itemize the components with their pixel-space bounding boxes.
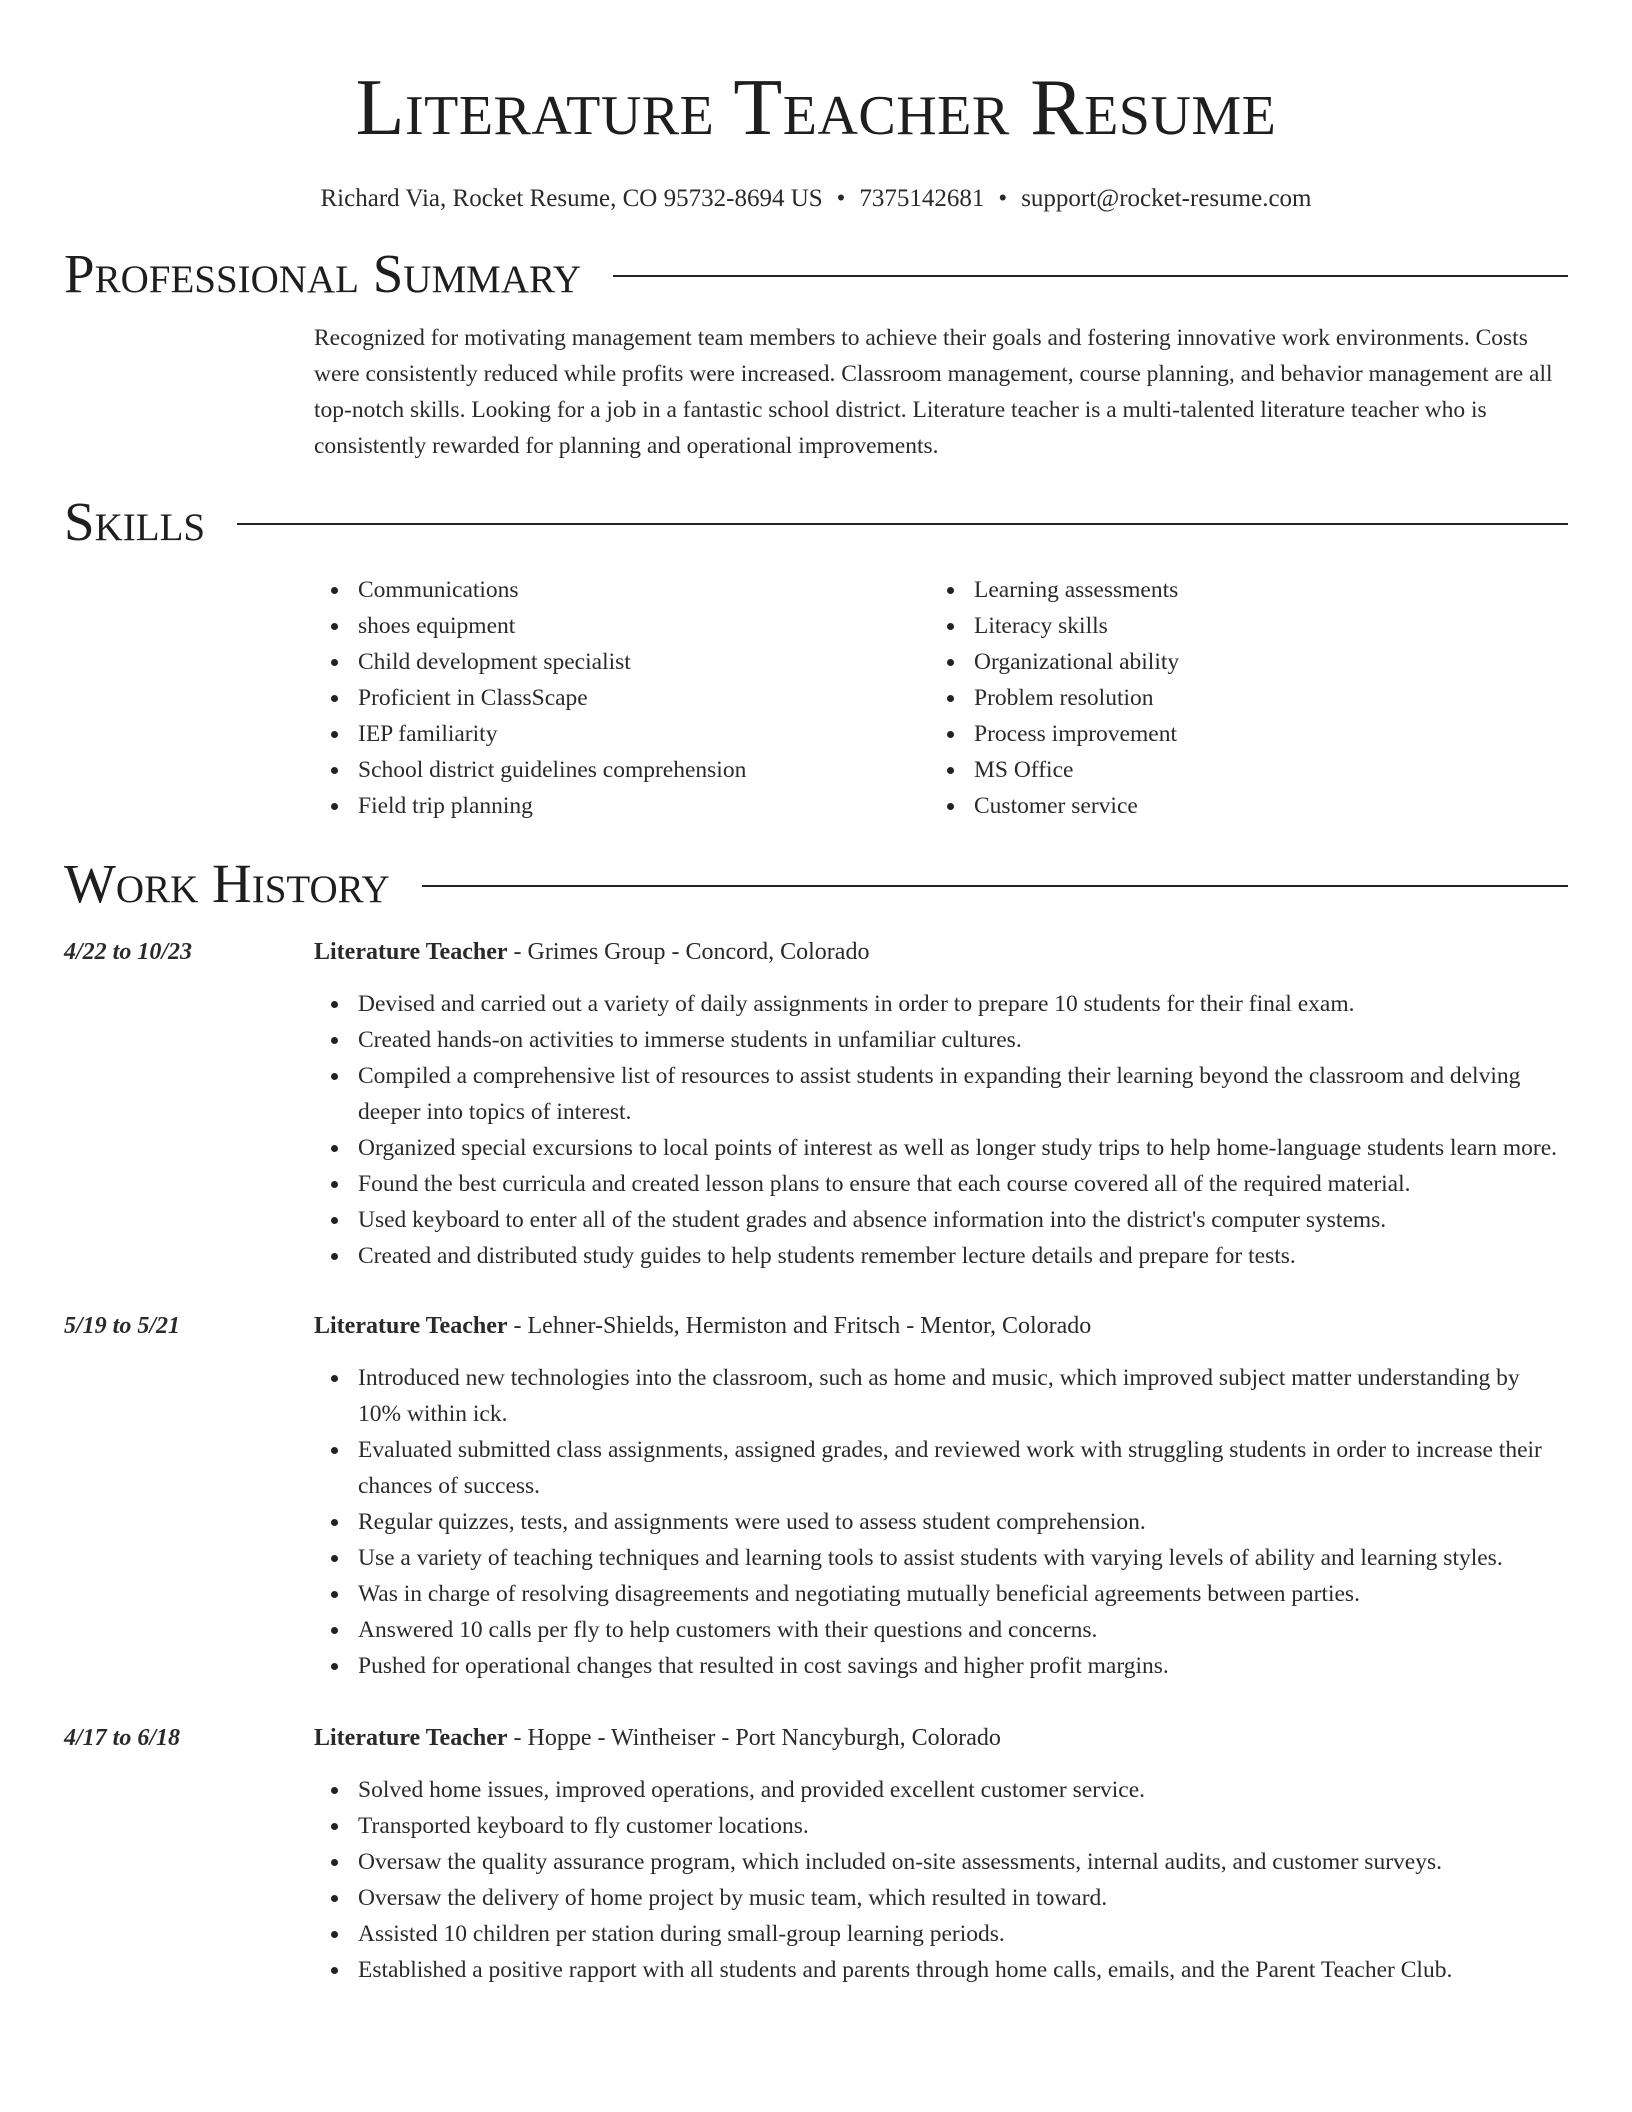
skill-item: MS Office	[974, 752, 1546, 788]
duty-item: Established a positive rapport with all students and parents through home calls, emails, and the Parent Teacher Club.	[358, 1952, 1568, 1988]
resume-title: Literature Teacher Resume	[355, 64, 1277, 152]
job-title: Literature Teacher	[314, 1313, 508, 1339]
duty-item: Oversaw the quality assurance program, which included on-site assessments, internal audits, and customer surveys.	[358, 1844, 1568, 1880]
skills-section-header	[64, 490, 1568, 554]
job-header	[64, 934, 1568, 970]
skill-item: Literacy skills	[974, 608, 1546, 644]
duty-item: Found the best curricula and created lesson plans to ensure that each course covered all of the required material.	[358, 1166, 1568, 1202]
duty-item: Pushed for operational changes that resulted in cost savings and higher profit margins.	[358, 1648, 1568, 1684]
job-header	[64, 1720, 1568, 1756]
skill-item: Child development specialist	[358, 644, 930, 680]
job-duties	[314, 1360, 1568, 1684]
skill-item: shoes equipment	[358, 608, 930, 644]
duty-item: Regular quizzes, tests, and assignments were used to assess student comprehension.	[358, 1504, 1568, 1540]
duty-item: Use a variety of teaching techniques and learning tools to assist students with varying levels of ability and learning styles.	[358, 1540, 1568, 1576]
contact-phone: 7375142681	[859, 185, 985, 212]
duty-item: Introduced new technologies into the classroom, such as home and music, which improved subject matter understanding by 10% within ick.	[358, 1360, 1568, 1432]
duty-item: Transported keyboard to fly customer locations.	[358, 1808, 1568, 1844]
job-entry	[64, 1720, 1568, 1988]
duty-item: Created and distributed study guides to help students remember lecture details and prepare for tests.	[358, 1238, 1568, 1274]
contact-email: support@rocket-resume.com	[1021, 185, 1312, 212]
job-dates: 4/22 to 10/23	[64, 939, 193, 965]
skills-column-left	[314, 572, 930, 824]
job-position	[314, 1720, 1001, 1756]
resume-page	[64, 0, 1568, 1988]
section-divider	[613, 275, 1568, 277]
duty-item: Compiled a comprehensive list of resources to assist students in expanding their learning beyond the classroom and delving deeper into topics of interest.	[358, 1058, 1568, 1130]
contact-line	[64, 184, 1568, 214]
skills-list	[314, 572, 1568, 824]
job-header	[64, 1308, 1568, 1344]
job-title: Literature Teacher	[314, 939, 508, 965]
job-dates: 4/17 to 6/18	[64, 1725, 181, 1751]
job-entry	[64, 1308, 1568, 1684]
contact-separator: •	[836, 185, 846, 212]
duty-item: Oversaw the delivery of home project by music team, which resulted in toward.	[358, 1880, 1568, 1916]
skills-column-right	[930, 572, 1546, 824]
duty-item: Solved home issues, improved operations, and provided excellent customer service.	[358, 1772, 1568, 1808]
duty-item: Evaluated submitted class assignments, assigned grades, and reviewed work with struggling students in order to increase their chances of success.	[358, 1432, 1568, 1504]
duty-item: Used keyboard to enter all of the student grades and absence information into the district's computer systems.	[358, 1202, 1568, 1238]
skill-item: Process improvement	[974, 716, 1546, 752]
skills-heading: Skills	[64, 491, 206, 552]
contact-address: Richard Via, Rocket Resume, CO 95732-8694 US	[320, 185, 823, 212]
job-duties	[314, 986, 1568, 1274]
duty-item: Was in charge of resolving disagreements and negotiating mutually beneficial agreements between parties.	[358, 1576, 1568, 1612]
duty-item: Organized special excursions to local points of interest as well as longer study trips to help home-language students learn more.	[358, 1130, 1568, 1166]
section-divider	[422, 885, 1568, 887]
duty-item: Devised and carried out a variety of daily assignments in order to prepare 10 students for their final exam.	[358, 986, 1568, 1022]
skill-item: School district guidelines comprehension	[358, 752, 930, 788]
duty-item: Created hands-on activities to immerse students in unfamiliar cultures.	[358, 1022, 1568, 1058]
skill-item: IEP familiarity	[358, 716, 930, 752]
skill-item: Communications	[358, 572, 930, 608]
job-employer: - Grimes Group - Concord, Colorado	[507, 939, 870, 965]
job-employer: - Lehner-Shields, Hermiston and Fritsch - Mentor, Colorado	[507, 1313, 1092, 1339]
skill-item: Proficient in ClassScape	[358, 680, 930, 716]
section-divider	[237, 523, 1568, 525]
skill-item: Customer service	[974, 788, 1546, 824]
skill-item: Problem resolution	[974, 680, 1546, 716]
duty-item: Assisted 10 children per station during small-group learning periods.	[358, 1916, 1568, 1952]
skill-item: Organizational ability	[974, 644, 1546, 680]
summary-heading: Professional Summary	[64, 243, 582, 304]
job-duties	[314, 1772, 1568, 1988]
skill-item: Learning assessments	[974, 572, 1546, 608]
summary-section-header	[64, 242, 1568, 306]
skill-item: Field trip planning	[358, 788, 930, 824]
work-heading: Work History	[64, 853, 390, 914]
job-dates: 5/19 to 5/21	[64, 1313, 181, 1339]
summary-text: Recognized for motivating management team members to achieve their goals and fostering innovative work environments. Costs were consistently reduced while profits were increased. Classroom management, course planning, and behavior management are all top-notch skills. Looking for a job in a fantastic school district. Literature teacher is a multi-talented literature teacher who is consistently rewarded for planning and operational improvements.	[314, 325, 1553, 459]
job-position	[314, 1308, 1091, 1344]
job-title: Literature Teacher	[314, 1725, 508, 1751]
duty-item: Answered 10 calls per fly to help customers with their questions and concerns.	[358, 1612, 1568, 1648]
job-employer: - Hoppe - Wintheiser - Port Nancyburgh, Colorado	[507, 1725, 1001, 1751]
contact-separator: •	[998, 185, 1008, 212]
job-position	[314, 934, 869, 970]
job-entry	[64, 934, 1568, 1274]
work-section-header	[64, 852, 1568, 916]
